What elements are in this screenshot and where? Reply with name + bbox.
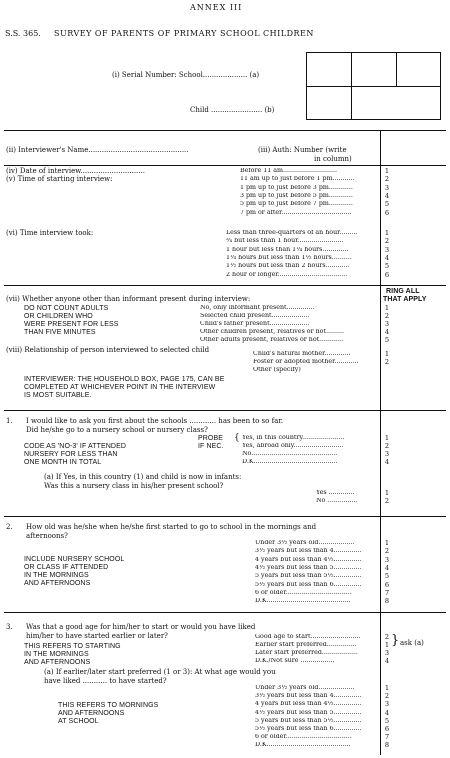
duration-option-code[interactable]: 4 <box>384 253 390 262</box>
form-ref: S.S. 365. <box>5 29 41 38</box>
time-started-option-label: 5 pm up to just before 7 pm............ <box>240 201 353 208</box>
others-present-option-label: Selected child present................... <box>200 313 310 320</box>
q1-question-line: I would like to ask you first about the schools ............ has been to so far. <box>26 417 284 425</box>
time-started-label: (v) Time of starting interview: <box>6 175 113 183</box>
ring-all-note: RING ALL <box>386 288 420 295</box>
relationship-option-code[interactable]: 1 <box>384 350 390 358</box>
q1a-question-line: Was this a nursery class in his/her present school? <box>44 481 224 490</box>
probe-label: PROBE <box>198 435 224 442</box>
duration-option-code[interactable]: 6 <box>384 270 390 279</box>
q2-option-code[interactable]: 4 <box>384 563 390 572</box>
time-started-option-code[interactable]: 1 <box>384 167 390 175</box>
relationship-label: (viii) Relationship of person interviewed to selected child <box>6 346 210 354</box>
duration-option-code[interactable]: 2 <box>384 237 390 246</box>
q2-option-label: 4½ years but less than 5.............. <box>255 564 362 571</box>
school-digit-1-field[interactable] <box>307 53 351 86</box>
interviewer-name-label: (ii) Interviewer's Name............................................. <box>6 146 189 154</box>
section-divider <box>4 516 446 517</box>
if-nec-label: IF NEC. <box>198 443 224 450</box>
auth-number-note: in column) <box>314 155 352 163</box>
duration-option-label: 1½ hours but less than 2 hours............ <box>226 263 350 270</box>
duration-option-label: 2 hour or longer................................... <box>226 271 348 278</box>
q3a-option-label: 4 years but less than 4½.............. <box>255 701 362 708</box>
others-present-option-code[interactable]: 5 <box>384 336 390 345</box>
serial-school-label: (i) Serial Number: School.................... (a) <box>112 71 260 79</box>
q1a-question-line: (a) If Yes, in this country (1) and child is now in infants: <box>44 473 242 481</box>
time-started-option-label: 11 am up to just before 1 pm........... <box>240 176 355 183</box>
duration-label: (vi) Time interview took: <box>6 229 94 237</box>
others-present-option-code[interactable]: 4 <box>384 328 390 337</box>
q3a-option-label: 5½ years but less than 6.............. <box>255 726 362 732</box>
others-present-option-code[interactable]: 1 <box>384 304 390 312</box>
code-column-rule <box>380 130 381 755</box>
q1-question-line: Did he/she go to a nursery school or nursery class? <box>26 425 208 434</box>
q3-note-line: AND AFTERNOONS <box>24 659 91 666</box>
q2-number: 2. <box>6 523 13 531</box>
q2-option-label: D.K.......................................... <box>255 598 351 605</box>
q1-number: 1. <box>6 417 13 425</box>
time-started-option-code[interactable]: 3 <box>384 183 390 192</box>
others-present-note-line: OR CHILDREN WHO <box>24 313 93 320</box>
q1-option-code[interactable]: 3 <box>384 450 390 459</box>
q3-option-label: Earlier start preferred............... <box>255 642 357 649</box>
q3a-option-label: D.K.......................................... <box>255 742 351 749</box>
q1-note-line: ONE MONTH IN TOTAL <box>24 459 102 466</box>
q1-option-code[interactable]: 2 <box>384 442 390 451</box>
q1a-option-code[interactable]: 2 <box>384 497 390 506</box>
time-started-option-label: Before 11 am........................... <box>240 168 337 174</box>
q3a-option-code[interactable]: 5 <box>384 716 390 725</box>
household-box-note-line: COMPLETED AT WHICHEVER POINT IN THE INTERVIEW <box>24 384 216 391</box>
q2-option-label: 5½ years but less than 6.............. <box>255 581 362 588</box>
duration-option-label: Less than three-quarters of an hour......... <box>226 230 358 236</box>
q2-option-label: Under 3½ years old.................. <box>255 540 355 546</box>
duration-option-label: ¾ but less than 1 hour....................... <box>226 238 344 245</box>
others-present-note-line: THAN FIVE MINUTES <box>24 329 96 336</box>
ask-a-brace: } <box>391 633 400 648</box>
others-present-option-label: Child's father present.................... <box>200 321 310 328</box>
section-divider <box>4 130 446 131</box>
others-present-option-code[interactable]: 2 <box>384 312 390 321</box>
q3a-option-label: Under 3½ years old.................. <box>255 685 355 691</box>
q3a-note-line: THIS REFERS TO MORNINGS <box>58 702 159 709</box>
ask-a-label: ask (a) <box>400 639 424 647</box>
q2-question-line: How old was he/she when he/she first started to go to school in the mornings and <box>26 523 317 531</box>
q1a-option-label: Yes ............. <box>316 490 355 496</box>
q3a-option-code[interactable]: 3 <box>384 700 390 709</box>
q3a-question-line: have liked ........... to have started? <box>44 676 167 685</box>
q1-option-label: Yes, abroad only......................... <box>242 443 344 450</box>
annex-label: ANNEX III <box>190 3 243 12</box>
q2-option-label: 3½ years but less than 4.............. <box>255 548 362 555</box>
q3a-option-code[interactable]: 1 <box>384 684 390 692</box>
relationship-option-label: Child's natural mother............. <box>253 351 351 357</box>
q3-question-line: Was that a good age for him/her to start or would you have liked <box>26 623 256 631</box>
q3a-option-label: 5 years but less than 5½.............. <box>255 717 362 724</box>
duration-option-code[interactable]: 5 <box>384 262 390 271</box>
date-of-interview-label: (iv) Date of interview............................. <box>6 167 145 175</box>
q2-option-code[interactable]: 2 <box>384 547 390 556</box>
q2-option-code[interactable]: 1 <box>384 539 390 547</box>
section-divider <box>4 165 446 166</box>
others-present-option-label: Other children present, relatives or not......... <box>200 329 344 336</box>
q1-option-code[interactable]: 4 <box>384 458 390 467</box>
time-started-option-code[interactable]: 2 <box>384 175 390 184</box>
relationship-option-code[interactable]: 2 <box>384 358 390 367</box>
auth-number-label: (iii) Auth: Number (write <box>258 146 347 154</box>
q3a-option-code[interactable]: 2 <box>384 692 390 701</box>
q2-option-code[interactable]: 5 <box>384 572 390 581</box>
q1-option-code[interactable]: 1 <box>384 434 390 442</box>
page-title: SURVEY OF PARENTS OF PRIMARY SCHOOL CHILDREN <box>54 29 314 38</box>
section-divider <box>4 410 446 411</box>
q3-number: 3. <box>6 623 13 631</box>
q2-note-line: OR CLASS IF ATTENDED <box>24 564 109 571</box>
time-started-option-code[interactable]: 4 <box>384 191 390 200</box>
others-present-option-code[interactable]: 3 <box>384 320 390 329</box>
household-box-note-line: IS MOST SUITABLE. <box>24 392 92 399</box>
probe-brace: { <box>234 433 240 443</box>
q3a-option-label: 3½ years but less than 4.............. <box>255 693 362 700</box>
others-present-note-line: WERE PRESENT FOR LESS <box>24 321 119 328</box>
q3-option-label: Later start preferred.................. <box>255 650 358 657</box>
q3-option-code[interactable]: 1 <box>384 641 390 650</box>
serial-child-label: Child ....................... (b) <box>190 106 275 114</box>
q3-note-line: THIS REFERS TO STARTING <box>24 643 121 650</box>
q1-option-label: D.K.......................................... <box>242 459 338 466</box>
q2-option-code[interactable]: 8 <box>384 597 390 606</box>
q2-option-code[interactable]: 7 <box>384 588 390 597</box>
others-present-label: (vii) Whether anyone other than informant present during interview: <box>6 295 251 303</box>
q2-note-line: IN THE MORNINGS <box>24 572 89 579</box>
q2-note-line: INCLUDE NURSERY SCHOOL <box>24 556 125 563</box>
ring-all-note-2: THAT APPLY <box>383 296 427 303</box>
duration-option-code[interactable]: 1 <box>384 229 390 237</box>
duration-option-label: 1¼ hours but less than 1½ hours.......... <box>226 254 352 261</box>
others-present-option-label: Other adults present, relatives or not............ <box>200 337 344 344</box>
q2-option-label: 6 or older................................. <box>255 589 352 596</box>
q2-option-label: 4 years but less than 4½.............. <box>255 556 362 563</box>
others-present-note-line: DO NOT COUNT ADULTS <box>24 305 109 312</box>
household-box-note-line: INTERVIEWER: THE HOUSEHOLD BOX, PAGE 175, CAN BE <box>24 376 225 383</box>
q3a-note-line: AT SCHOOL <box>58 718 99 725</box>
time-started-option-code[interactable]: 6 <box>384 208 390 217</box>
q3-question-line: him/her to have started earlier or later? <box>26 631 168 640</box>
q3a-option-label: 4½ years but less than 5.............. <box>255 709 362 716</box>
relationship-option-label: Other (specify) <box>253 367 301 374</box>
q3-note-line: IN THE MORNINGS <box>24 651 89 658</box>
section-divider <box>4 285 446 286</box>
q3-option-code[interactable]: 3 <box>384 649 390 658</box>
q1a-option-code[interactable]: 1 <box>384 489 390 497</box>
q3-option-label: D.K./Not sure ................. <box>255 658 335 665</box>
others-present-option-label: No, only informant present.............. <box>200 305 315 311</box>
q1-option-label: No........................................... <box>242 451 338 458</box>
q1-option-label: Yes, in this country..................... <box>242 435 345 441</box>
q3a-option-code[interactable]: 6 <box>384 725 390 733</box>
q2-question-line: afternoons? <box>26 531 68 540</box>
q2-note-line: AND AFTERNOONS <box>24 580 91 587</box>
q3a-note-line: AND AFTERNOONS <box>58 710 125 717</box>
duration-option-label: 1 hour but less than 1¼ hours............. <box>226 246 349 253</box>
q3-option-code[interactable]: 2 <box>384 633 390 641</box>
q2-option-label: 5 years but less than 5½.............. <box>255 573 362 580</box>
q3a-option-code[interactable]: 7 <box>384 733 390 742</box>
q2-option-code[interactable]: 3 <box>384 555 390 564</box>
q3a-option-code[interactable]: 8 <box>384 741 390 750</box>
q1-note-line: CODE AS 'NO-3' IF ATTENDED <box>24 443 126 450</box>
q3-option-label: Good age to start......................... <box>255 634 361 640</box>
time-started-option-label: 3 pm up to just before 5 pm............ <box>240 192 353 199</box>
child-digit-2-field[interactable] <box>352 87 396 119</box>
q1-note-line: NURSERY FOR LESS THAN <box>24 451 118 458</box>
child-digit-1-field[interactable] <box>307 87 351 119</box>
q2-option-code[interactable]: 6 <box>384 580 390 589</box>
section-divider <box>4 612 446 613</box>
school-digit-2-field[interactable] <box>352 53 396 86</box>
q1a-option-label: No ............... <box>316 498 358 505</box>
time-started-option-label: 1 pm up to just before 3 pm............ <box>240 184 353 191</box>
school-digit-3-field[interactable] <box>397 53 440 86</box>
q3a-question-line: (a) If earlier/later start preferred (1 or 3): At what age would you <box>44 668 276 676</box>
q3-option-code[interactable]: 4 <box>384 657 390 666</box>
time-started-option-code[interactable]: 5 <box>384 200 390 209</box>
q3a-option-code[interactable]: 4 <box>384 708 390 717</box>
relationship-option-label: Foster or adopted mother............ <box>253 359 359 366</box>
duration-option-code[interactable]: 3 <box>384 245 390 254</box>
q3a-option-label: 6 or older................................. <box>255 734 352 741</box>
time-started-option-label: 7 pm or after................................... <box>240 209 352 216</box>
